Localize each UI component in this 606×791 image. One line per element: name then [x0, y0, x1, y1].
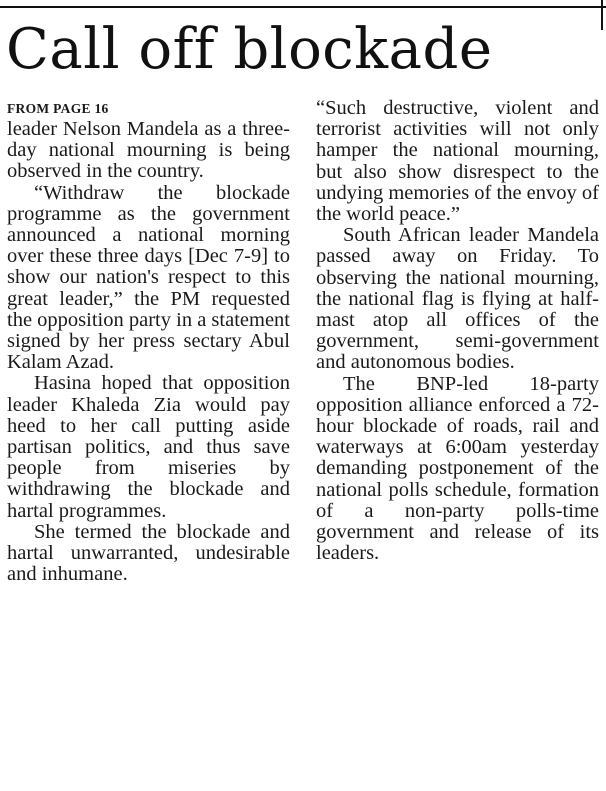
- paragraph: South African leader Mandela passed away on Friday. To observing the national mourning, the national flag is flying at half-mast atop all offices of the government, semi-government and autonomous bodies.: [316, 224, 599, 374]
- paragraph: Hasina hoped that opposition leader Khaleda Zia would pay heed to her call putting aside partisan politics, and thus save people from miseries by withdrawing the blockade and hartal programmes.: [7, 372, 290, 522]
- article-column-right: [316, 98, 599, 564]
- headline: Call off blockade: [6, 17, 493, 82]
- continuation-kicker: FROM PAGE 16: [7, 101, 109, 116]
- top-border-rule: [0, 0, 606, 8]
- paragraph: “Such destructive, violent and terrorist activities will not only hamper the national mourning, but also show disrespect to the undying memories of the envoy of the world peace.”: [316, 97, 599, 226]
- paragraph: “Withdraw the blockade programme as the government announced a national morning over these three days [Dec 7-9] to show our nation's respect to this great leader,” the PM requested the opposition party in a statement signed by her press sectary Abul Kalam Azad.: [7, 181, 290, 374]
- paragraph: leader Nelson Mandela as a three-day national mourning is being observed in the country.: [7, 118, 290, 183]
- right-border-rule: [601, 0, 603, 30]
- paragraph: The BNP-led 18-party opposition alliance enforced a 72-hour blockade of roads, rail and waterways at 6:00am yesterday demanding postponement of the national polls schedule, formation of a non-party polls-time government and release of its leaders.: [316, 372, 599, 565]
- paragraph: She termed the blockade and hartal unwarranted, undesirable and inhumane.: [7, 520, 290, 586]
- article-column-left: [7, 98, 290, 585]
